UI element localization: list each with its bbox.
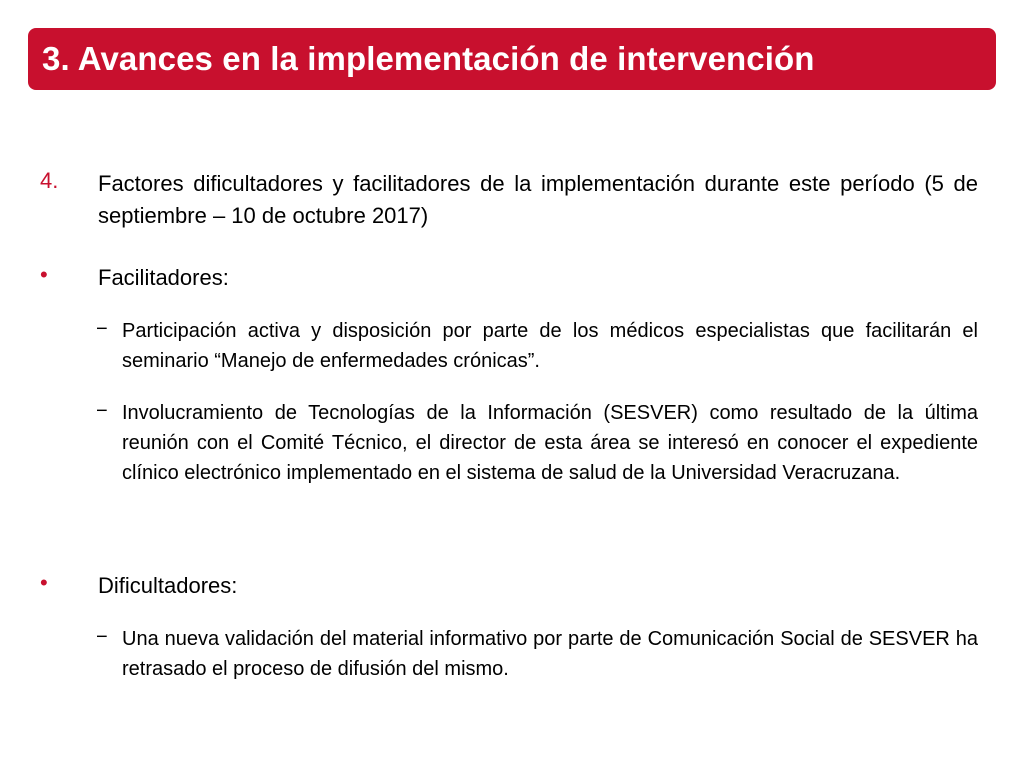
facilitadores-item-1: Participación activa y disposición por parte de los médicos especialistas que facilitarán el seminario “Manejo de enfermedades crónicas”.	[122, 320, 978, 372]
dificultadores-dash-1: −	[96, 626, 108, 648]
facilitadores-dash-2: −	[96, 400, 108, 422]
item-text: Factores dificultadores y facilitadores de la implementación durante este período (5 de septiembre – 10 de octubre 2017)	[98, 171, 978, 228]
item-number: 4.	[40, 168, 59, 193]
dificultadores-bullet: •	[40, 570, 48, 595]
facilitadores-bullet: •	[40, 262, 48, 287]
dificultadores-item-1: Una nueva validación del material informativo por parte de Comunicación Social de SESVER ha retrasado el proceso de difusión del mismo.	[122, 628, 978, 680]
facilitadores-dash-1: −	[96, 318, 108, 340]
slide-title: 3. Avances en la implementación de intervención	[42, 40, 815, 77]
dificultadores-label: Dificultadores:	[98, 573, 238, 598]
facilitadores-label: Facilitadores:	[98, 265, 229, 290]
facilitadores-item-2: Involucramiento de Tecnologías de la Información (SESVER) como resultado de la última reunión con el Comité Técnico, el director de esta área se interesó en conocer el expediente clínico electrónico implementado en el sistema de salud de la Universidad Veracruzana.	[122, 402, 978, 484]
